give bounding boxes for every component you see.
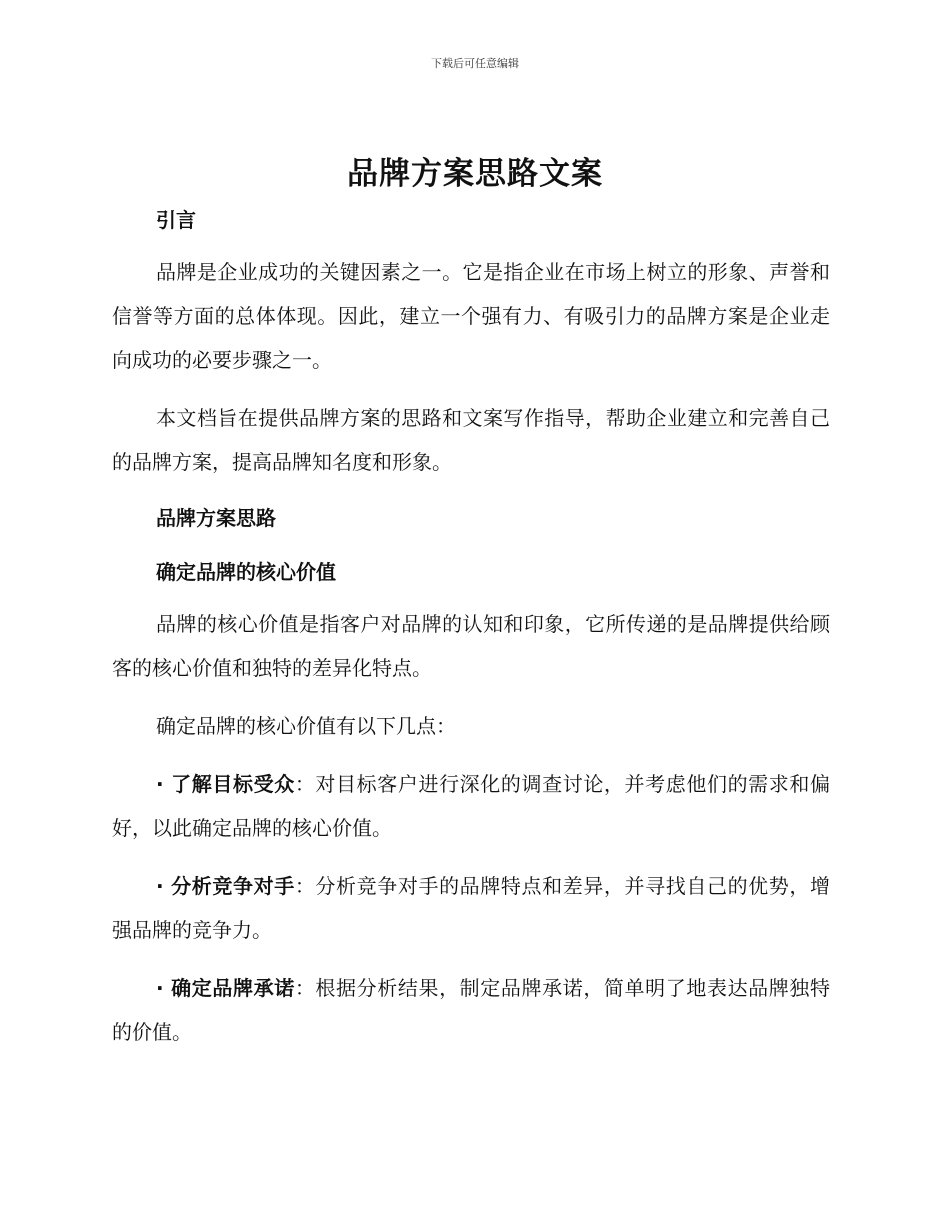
bullet-item <box>112 864 830 952</box>
intro-paragraph-2: 本文档旨在提供品牌方案的思路和文案写作指导，帮助企业建立和完善自己的品牌方案，提高品牌知名度和形象。 <box>112 406 830 474</box>
bullet-lead: · 确定品牌承诺 <box>156 976 295 1000</box>
header-note: 下载后可任意编辑 <box>431 57 519 70</box>
document-body <box>112 200 830 1054</box>
intro-heading: 引言 <box>156 208 196 232</box>
bullet-text: ：对目标客户进行深化的调查讨论，并考虑他们的需求和偏好，以此确定品牌的核心价值。 <box>112 772 830 840</box>
bullet-text: ：根据分析结果，制定品牌承诺，简单明了地表达品牌独特的价值。 <box>112 976 830 1044</box>
bullet-item <box>112 966 830 1054</box>
document-title: 品牌方案思路文案 <box>347 156 603 192</box>
bullet-text: ：分析竞争对手的品牌特点和差异，并寻找自己的优势，增强品牌的竞争力。 <box>112 874 830 942</box>
core-value-paragraph-2: 确定品牌的核心价值有以下几点： <box>156 714 456 738</box>
core-value-heading: 确定品牌的核心价值 <box>156 560 336 584</box>
bullet-item <box>112 762 830 850</box>
core-value-paragraph-1: 品牌的核心价值是指客户对品牌的认知和印象，它所传递的是品牌提供给顾客的核心价值和独特的差异化特点。 <box>112 612 830 680</box>
intro-paragraph-1: 品牌是企业成功的关键因素之一。它是指企业在市场上树立的形象、声誉和信誉等方面的总体体现。因此，建立一个强有力、有吸引力的品牌方案是企业走向成功的必要步骤之一。 <box>112 260 830 372</box>
bullet-lead: · 了解目标受众 <box>156 772 295 796</box>
strategy-heading: 品牌方案思路 <box>156 506 276 530</box>
bullet-lead: · 分析竞争对手 <box>156 874 295 898</box>
